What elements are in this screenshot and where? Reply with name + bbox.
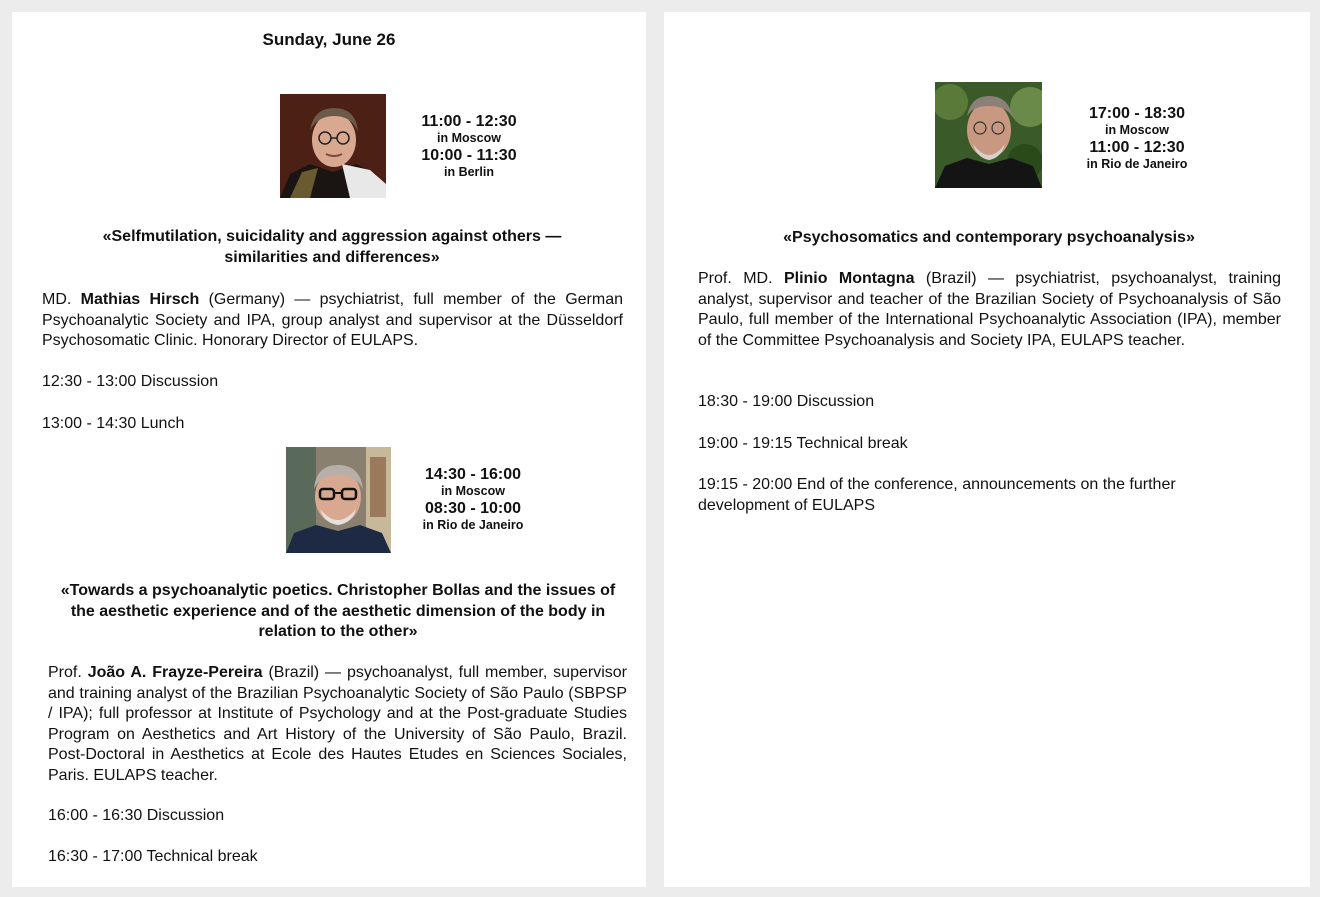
session2-city-rio: in Rio de Janeiro xyxy=(422,517,524,532)
session1-speaker-name: Mathias Hirsch xyxy=(80,291,200,308)
session3-bio-prefix: Prof. MD. xyxy=(698,270,773,287)
session2-speaker-name: João A. Frayze-Pereira xyxy=(87,664,263,681)
page-right xyxy=(664,12,1310,887)
session3-speaker-bio xyxy=(698,269,1281,351)
speaker-photo-plinio-montagna xyxy=(935,82,1042,188)
session2-bio-text: (Brazil) — psychoanalyst, full member, supervisor and training analyst of the Brazilian Psychoanalytic Society of São Paulo (SBPSP / IPA); full professor at Institute of Psychology and at the Post-graduate Studies Program on Aesthetics and Art History of the University of São Paulo, Brazil. Post-Doctoral in Aesthetics at Ecole des Hautes Etudes en Sciences Sociales, Paris. EULAPS teacher. xyxy=(48,664,627,784)
session1-time-berlin: 10:00 - 11:30 xyxy=(421,146,517,164)
session2-time-rio: 08:30 - 10:00 xyxy=(424,499,522,517)
speaker-photo-joao-frayze-pereira xyxy=(286,447,391,553)
session1-times xyxy=(394,113,544,181)
session3-city-rio: in Rio de Janeiro xyxy=(1086,156,1188,171)
session1-bio-prefix: MD. xyxy=(42,291,72,308)
schedule-item: 16:00 - 16:30 Discussion xyxy=(48,807,225,824)
session1-time-moscow: 11:00 - 12:30 xyxy=(421,113,517,130)
session2-bio-prefix: Prof. xyxy=(48,664,82,681)
session1-talk-title: «Selfmutilation, suicidality and aggression against others — similarities and differences» xyxy=(102,228,562,266)
session1-speaker-bio xyxy=(42,290,623,352)
page-left xyxy=(12,12,646,887)
schedule-item: 19:00 - 19:15 Technical break xyxy=(698,435,908,452)
session3-city-moscow: in Moscow xyxy=(1105,122,1169,137)
session1-bio-text: (Germany) — psychiatrist, full member of the German Psychoanalytic Society and IPA, group analyst and supervisor at the Düsseldorf Psychosomatic Clinic. Honorary Director of EULAPS. xyxy=(42,291,624,349)
session2-talk-title: «Towards a psychoanalytic poetics. Christopher Bollas and the issues of the aesthetic experience and of the aesthetic dimension of the body in relation to the other» xyxy=(60,582,616,640)
session3-time-rio: 11:00 - 12:30 xyxy=(1089,138,1185,156)
speaker-photo-mathias-hirsch xyxy=(280,94,386,198)
session3-bio-text: (Brazil) — psychiatrist, psychoanalyst, training analyst, supervisor and teacher of the Brazilian Society of Psychoanalysis of São Paulo, full member of the International Psychoanalytic Association (IPA), member of the Committee Psychoanalysis and Society IPA, EULAPS teacher. xyxy=(698,270,1281,349)
session1-city-moscow: in Moscow xyxy=(437,130,501,145)
schedule-item: 13:00 - 14:30 Lunch xyxy=(42,415,185,432)
session1-city-berlin: in Berlin xyxy=(443,164,494,179)
session3-talk-title: «Psychosomatics and contemporary psychoanalysis» xyxy=(783,229,1195,246)
session2-speaker-bio xyxy=(48,663,627,786)
session2-time-moscow: 14:30 - 16:00 xyxy=(424,466,522,483)
session2-times xyxy=(398,466,548,534)
session3-time-moscow: 17:00 - 18:30 xyxy=(1088,105,1186,122)
session3-times xyxy=(1062,105,1212,173)
schedule-item: 12:30 - 13:00 Discussion xyxy=(42,373,219,390)
day-heading: Sunday, June 26 xyxy=(262,30,396,49)
session3-speaker-name: Plinio Montagna xyxy=(783,270,915,287)
schedule-item: 19:15 - 20:00 End of the conference, announcements on the further development of EULAPS xyxy=(698,476,1176,514)
schedule-item: 16:30 - 17:00 Technical break xyxy=(48,848,258,865)
session2-city-moscow: in Moscow xyxy=(441,483,505,498)
schedule-item: 18:30 - 19:00 Discussion xyxy=(698,393,875,410)
